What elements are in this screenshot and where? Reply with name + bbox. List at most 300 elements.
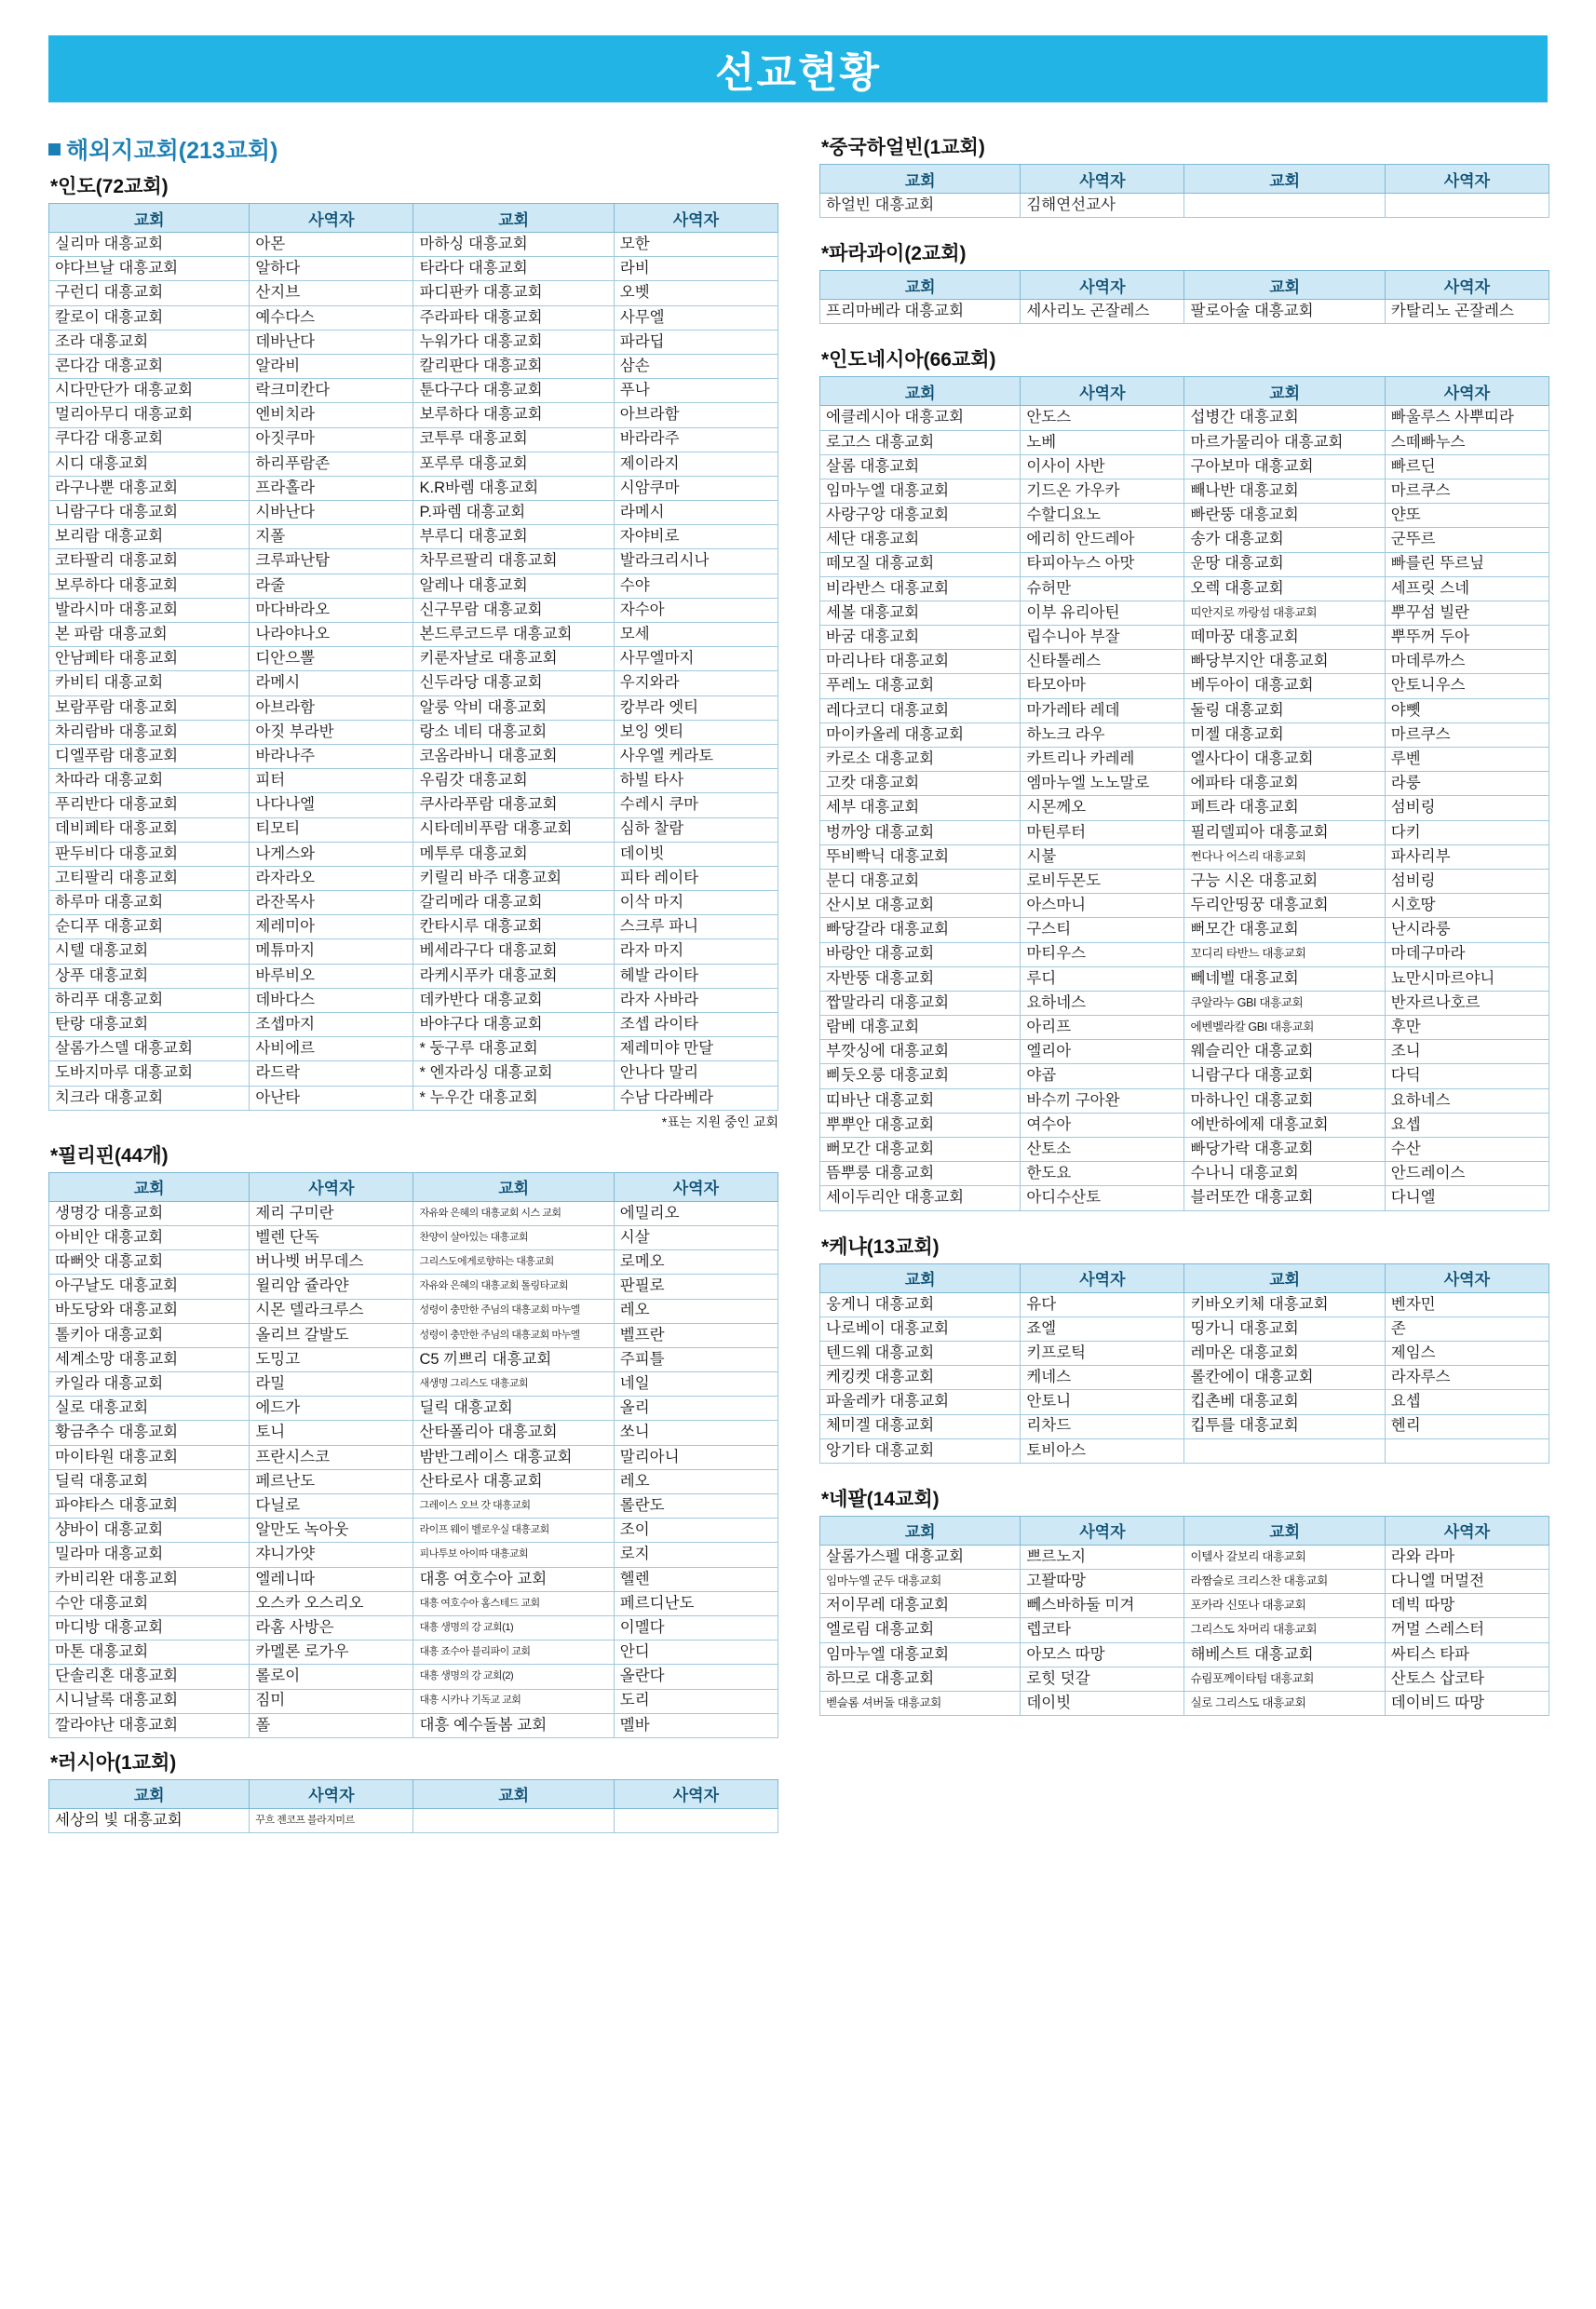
cell-minister: 롤로이 (250, 1665, 413, 1689)
cell-church: 둘링 대흥교회 (1184, 698, 1385, 722)
cell-minister: 토니 (250, 1421, 413, 1445)
cell-minister: 데이빗 (614, 842, 778, 866)
cell-church: 시니날록 대흥교회 (49, 1689, 250, 1713)
cell-minister: 제레미아 (250, 915, 413, 939)
cell-church: 콘다감 대흥교회 (49, 354, 250, 378)
table-row (820, 576, 1549, 601)
cell-church: 키바오키체 대흥교회 (1184, 1292, 1385, 1317)
cell-minister: 아브라함 (614, 403, 778, 427)
cell-church: 실로 그리스도 대흥교회 (1184, 1692, 1385, 1716)
cell-church: 조라 대흥교회 (49, 330, 250, 354)
cell-minister: 지폴 (250, 525, 413, 549)
cell-minister: 수산 (1385, 1138, 1549, 1162)
table-row (49, 793, 778, 817)
cell-minister: 아모스 따망 (1021, 1642, 1184, 1667)
cell-church: 툰다구다 대흥교회 (413, 379, 614, 403)
col-church-1: 교회 (820, 1263, 1021, 1292)
col-minister-2: 사역자 (1385, 1516, 1549, 1545)
cell-church: 파야타스 대흥교회 (49, 1494, 250, 1519)
cell-minister: 벤자민 (1385, 1292, 1549, 1317)
cell-minister: 라메시 (614, 501, 778, 525)
cell-minister: 제이라지 (614, 452, 778, 476)
cell-minister: 빠를린 뚜르닢 (1385, 552, 1549, 576)
col-church-1: 교회 (49, 1779, 250, 1808)
paraguay-table-body (820, 300, 1549, 324)
cell-minister: 모세 (614, 623, 778, 647)
col-minister-1: 사역자 (1021, 165, 1184, 194)
cell-minister: 마티우스 (1021, 942, 1184, 966)
cell-church: 살롬가스펠 대흥교회 (820, 1545, 1021, 1569)
cell-minister: 쁘르노지 (1021, 1545, 1184, 1569)
cell-minister: 에드가 (250, 1397, 413, 1421)
cell-minister: 로지 (614, 1543, 778, 1567)
cell-church: 케킹켓 대흥교회 (820, 1366, 1021, 1390)
table-row (820, 1088, 1549, 1113)
cell-minister: 삼손 (614, 354, 778, 378)
bullet-square-icon (48, 143, 61, 155)
cell-minister: 메튜마지 (250, 939, 413, 964)
table-row (820, 1064, 1549, 1088)
cell-minister: 안토니 (1021, 1390, 1184, 1414)
table-row (820, 1113, 1549, 1137)
table-row (49, 1299, 778, 1323)
col-minister-1: 사역자 (250, 204, 413, 233)
table-row (49, 744, 778, 768)
table-row (820, 430, 1549, 454)
cell-church: 보루하다 대흥교회 (413, 403, 614, 427)
table-header-row (820, 271, 1549, 300)
cell-minister: 죠엘 (1021, 1317, 1184, 1341)
cell-church: 쿠다감 대흥교회 (49, 427, 250, 452)
cell-minister: 타모아마 (1021, 674, 1184, 698)
cell-minister: 사우엘 케라토 (614, 744, 778, 768)
table-row (49, 1323, 778, 1347)
col-church-1: 교회 (820, 377, 1021, 406)
cell-minister: 마르쿠스 (1385, 479, 1549, 503)
table-row (49, 1061, 778, 1086)
table-row (820, 1570, 1549, 1594)
cell-minister: 바라나주 (250, 744, 413, 768)
subsection-heading-harbin: *중국하얼빈(1교회) (821, 137, 985, 158)
cell-minister: 에리히 안드레아 (1021, 528, 1184, 552)
cell-church: 킵촌베 대흥교회 (1184, 1390, 1385, 1414)
cell-church: 카비리완 대흥교회 (49, 1567, 250, 1591)
table-row (49, 1469, 778, 1493)
cell-church: 탄랑 대흥교회 (49, 1013, 250, 1037)
cell-minister: 나라야나오 (250, 623, 413, 647)
cell-minister: 마틴루터 (1021, 820, 1184, 844)
cell-church: 판두비다 대흥교회 (49, 842, 250, 866)
cell-church: 라케시푸카 대흥교회 (413, 964, 614, 988)
cell-minister: 도리 (614, 1689, 778, 1713)
cell-minister: 시살 (614, 1225, 778, 1249)
section-heading-overseas-label: 해외지교회(213교회) (66, 138, 278, 164)
cell-church: 엘사다이 대흥교회 (1184, 748, 1385, 772)
cell-minister: 안도스 (1021, 406, 1184, 430)
cell-church: 그리스도에게로향하는 대흥교회 (413, 1250, 614, 1275)
cell-church: 빠당부지안 대흥교회 (1184, 650, 1385, 674)
cell-church: 상푸 대흥교회 (49, 964, 250, 988)
table-row (49, 403, 778, 427)
cell-minister: 시몬 델라크루스 (250, 1299, 413, 1323)
cell-church: 띠안지로 까랑섬 대흥교회 (1184, 601, 1385, 625)
table-row (820, 942, 1549, 966)
cell-minister: 엔비치라 (250, 403, 413, 427)
table-row (49, 720, 778, 744)
cell-minister: 토비아스 (1021, 1438, 1184, 1463)
cell-church: 하루마 대흥교회 (49, 891, 250, 915)
cell-minister: 올리 (614, 1397, 778, 1421)
cell-church (1184, 194, 1385, 218)
cell-church: 빠당갈라 대흥교회 (820, 918, 1021, 942)
cell-church: 마이타원 대흥교회 (49, 1445, 250, 1469)
cell-minister: 뻬스바하둘 미겨 (1021, 1594, 1184, 1618)
cell-church: 본드루코드루 대흥교회 (413, 623, 614, 647)
cell-minister: 헨리 (1385, 1414, 1549, 1438)
subsection-heading-philippines: *필리핀(44개) (50, 1144, 169, 1167)
cell-church: 체미겔 대흥교회 (820, 1414, 1021, 1438)
cell-church: 멀리아무디 대흥교회 (49, 403, 250, 427)
cell-church: 파디판카 대흥교회 (413, 281, 614, 305)
subsection-heading-indonesia: *인도네시아(66교회) (821, 349, 996, 371)
table-row (820, 194, 1549, 218)
table-row (49, 379, 778, 403)
cell-minister: 시바난다 (250, 501, 413, 525)
cell-church: 하므로 대흥교회 (820, 1667, 1021, 1691)
table-row (820, 650, 1549, 674)
cell-minister: 라자 사바라 (614, 988, 778, 1012)
table-row (49, 1519, 778, 1543)
cell-minister: 시호땅 (1385, 894, 1549, 918)
cell-church: 비라반스 대흥교회 (820, 576, 1021, 601)
table-row (49, 1665, 778, 1689)
cell-church: 피나투보 아이따 대흥교회 (413, 1543, 614, 1567)
cell-church: 빼나반 대흥교회 (1184, 479, 1385, 503)
cell-church: 차리람바 대흥교회 (49, 720, 250, 744)
cell-minister: 엠마누엘 노노말로 (1021, 772, 1184, 796)
cell-minister: 라자라오 (250, 866, 413, 890)
cell-church: 데카반다 대흥교회 (413, 988, 614, 1012)
cell-minister: 티모티 (250, 817, 413, 842)
cell-church: 람베 대흥교회 (820, 1016, 1021, 1040)
cell-church: 차따라 대흥교회 (49, 769, 250, 793)
cell-minister: 이멜다 (614, 1615, 778, 1640)
cell-minister: 아디수산토 (1021, 1186, 1184, 1210)
cell-minister: 마다바라오 (250, 598, 413, 622)
col-minister-2: 사역자 (614, 1779, 778, 1808)
table-row (49, 1808, 778, 1832)
table-row (820, 894, 1549, 918)
cell-church: 벙까앙 대흥교회 (820, 820, 1021, 844)
cell-minister: 섬비링 (1385, 796, 1549, 820)
cell-minister: 올란다 (614, 1665, 778, 1689)
cell-church: 아비안 대흥교회 (49, 1225, 250, 1249)
cell-minister: 수할디요노 (1021, 504, 1184, 528)
cell-church: 단솔리혼 대흥교회 (49, 1665, 250, 1689)
table-row (820, 406, 1549, 430)
cell-church: 타라다 대흥교회 (413, 257, 614, 281)
table-row (49, 1372, 778, 1397)
cell-minister: 라잔목사 (250, 891, 413, 915)
cell-minister: 헬렌 (614, 1567, 778, 1591)
col-church-2: 교회 (1184, 1516, 1385, 1545)
cell-church: 대흥 시카나 기독교 교회 (413, 1689, 614, 1713)
indonesia-table-body (820, 406, 1549, 1210)
cell-church: 마하싱 대흥교회 (413, 233, 614, 257)
cell-minister: 다닐로 (250, 1494, 413, 1519)
content-columns (48, 132, 1548, 1833)
cell-minister: 심하 찰람 (614, 817, 778, 842)
cell-church: 필리델피아 대흥교회 (1184, 820, 1385, 844)
table-row (49, 623, 778, 647)
cell-minister: 군뚜르 (1385, 528, 1549, 552)
table-row (820, 1138, 1549, 1162)
cell-church: 데비페타 대흥교회 (49, 817, 250, 842)
cell-minister: 케네스 (1021, 1366, 1184, 1390)
table-row (49, 939, 778, 964)
cell-church: 자유와 은혜의 대흥교회 시스 교회 (413, 1201, 614, 1225)
cell-minister: 이사이 사반 (1021, 454, 1184, 479)
left-column (48, 132, 778, 1833)
cell-church: 베세라구다 대흥교회 (413, 939, 614, 964)
cell-minister: 프란시스코 (250, 1445, 413, 1469)
table-row (49, 647, 778, 671)
cell-minister: 렙코타 (1021, 1618, 1184, 1642)
table-row (49, 305, 778, 330)
col-church-2: 교회 (413, 1172, 614, 1201)
cell-church: 에클레시아 대흥교회 (820, 406, 1021, 430)
cell-church: 구아보마 대흥교회 (1184, 454, 1385, 479)
cell-church: 산시보 대흥교회 (820, 894, 1021, 918)
cell-minister: 안드레이스 (1385, 1162, 1549, 1186)
cell-church: 세부 대흥교회 (820, 796, 1021, 820)
cell-minister: 엘리아 (1021, 1040, 1184, 1064)
cell-church: 찬양이 살아있는 대흥교회 (413, 1225, 614, 1249)
table-row (49, 769, 778, 793)
cell-minister: 로메오 (614, 1250, 778, 1275)
cell-church (413, 1808, 614, 1832)
cell-church: 디엘푸람 대흥교회 (49, 744, 250, 768)
cell-minister: 조셉 라이타 (614, 1013, 778, 1037)
cell-church: 보리람 대흥교회 (49, 525, 250, 549)
cell-church: 구런디 대흥교회 (49, 281, 250, 305)
cell-church: 에파타 대흥교회 (1184, 772, 1385, 796)
table-row (49, 1543, 778, 1567)
cell-minister: 야뼷 (1385, 698, 1549, 722)
cell-church: 쿠알라누 GBI 대흥교회 (1184, 991, 1385, 1015)
cell-church: 임마누엘 군두 대흥교회 (820, 1570, 1021, 1594)
cell-minister: 버나벳 버무데스 (250, 1250, 413, 1275)
cell-minister: 라줄 (250, 574, 413, 598)
cell-church: 파울레카 대흥교회 (820, 1390, 1021, 1414)
col-minister-2: 사역자 (1385, 165, 1549, 194)
cell-minister: 조셉마지 (250, 1013, 413, 1037)
cell-church: 쿠사라푸람 대흥교회 (413, 793, 614, 817)
cell-minister: 다딕 (1385, 1064, 1549, 1088)
cell-church: 칼로이 대흥교회 (49, 305, 250, 330)
page-title: 선교현황 (714, 50, 881, 96)
cell-church: 마르가물리아 대흥교회 (1184, 430, 1385, 454)
cell-church: 황금추수 대흥교회 (49, 1421, 250, 1445)
subsection-heading-paraguay: *파라과이(2교회) (821, 243, 967, 265)
cell-minister: 조니 (1385, 1040, 1549, 1064)
cell-minister: 아짓 부라반 (250, 720, 413, 744)
cell-church: 뻐모간 대흥교회 (820, 1138, 1021, 1162)
cell-church: 고캇 대흥교회 (820, 772, 1021, 796)
cell-minister: 스크루 파니 (614, 915, 778, 939)
table-row (49, 915, 778, 939)
cell-church: 라이프 웨이 벨로우실 대흥교회 (413, 1519, 614, 1543)
cell-minister: 마르쿠스 (1385, 722, 1549, 747)
table-row (820, 1642, 1549, 1667)
cell-church: 시타데비푸람 대흥교회 (413, 817, 614, 842)
cell-minister: 페르난도 (250, 1469, 413, 1493)
cell-church: 레마온 대흥교회 (1184, 1341, 1385, 1365)
cell-minister: 여수아 (1021, 1113, 1184, 1137)
table-row (820, 820, 1549, 844)
cell-minister: 아스마니 (1021, 894, 1184, 918)
cell-church: 카일라 대흥교회 (49, 1372, 250, 1397)
cell-church: 주라파타 대흥교회 (413, 305, 614, 330)
cell-church: 밀라마 대흥교회 (49, 1543, 250, 1567)
table-row (820, 1390, 1549, 1414)
table-row (820, 722, 1549, 747)
cell-minister: 쏘니 (614, 1421, 778, 1445)
table-row (820, 626, 1549, 650)
cell-minister: 라메시 (250, 671, 413, 695)
table-row (49, 574, 778, 598)
cell-church: 새생명 그리스도 대흥교회 (413, 1372, 614, 1397)
cell-minister: 요셉 (1385, 1390, 1549, 1414)
cell-minister: 요하네스 (1021, 991, 1184, 1015)
cell-minister: 제레미야 만달 (614, 1037, 778, 1061)
cell-church: 안남페타 대흥교회 (49, 647, 250, 671)
table-row (49, 866, 778, 890)
cell-church: 대흥 생명의 강 교회(1) (413, 1615, 614, 1640)
cell-church: 웅게니 대흥교회 (820, 1292, 1021, 1317)
cell-minister: 크루파난탐 (250, 549, 413, 574)
cell-minister: 안나다 말리 (614, 1061, 778, 1086)
table-row (49, 1641, 778, 1665)
table-row (820, 1594, 1549, 1618)
cell-minister: 주피틀 (614, 1347, 778, 1371)
cell-church: 알룽 악비 대흥교회 (413, 695, 614, 720)
cell-minister: 난시라룽 (1385, 918, 1549, 942)
cell-minister: 라자루스 (1385, 1366, 1549, 1390)
cell-minister: 라밀 (250, 1372, 413, 1397)
table-row (49, 1421, 778, 1445)
cell-church: 메투루 대흥교회 (413, 842, 614, 866)
cell-church: 마리나타 대흥교회 (820, 650, 1021, 674)
col-church-1: 교회 (820, 1516, 1021, 1545)
table-row (49, 1494, 778, 1519)
cell-minister: 세사리노 곤잘레스 (1021, 300, 1184, 324)
cell-minister: 노베 (1021, 430, 1184, 454)
table-row (49, 1567, 778, 1591)
cell-minister: 폴 (250, 1713, 413, 1737)
cell-minister: 라룽 (1385, 772, 1549, 796)
cell-minister: 짐미 (250, 1689, 413, 1713)
cell-minister: 캉부라 엣티 (614, 695, 778, 720)
cell-minister: 로비두몬도 (1021, 869, 1184, 893)
cell-minister: 반자르나호르 (1385, 991, 1549, 1015)
cell-church: 띠바난 대흥교회 (820, 1088, 1021, 1113)
table-row (49, 1037, 778, 1061)
table-row (49, 695, 778, 720)
cell-church: 밤반그레이스 대흥교회 (413, 1445, 614, 1469)
table-row (49, 1250, 778, 1275)
cell-church: 뚜비빡닉 대흥교회 (820, 844, 1021, 869)
col-minister-1: 사역자 (1021, 1263, 1184, 1292)
cell-minister: 벨프란 (614, 1323, 778, 1347)
cell-church: 하리푸 대흥교회 (49, 988, 250, 1012)
cell-minister: 카멜론 로가우 (250, 1641, 413, 1665)
cell-church: 랑소 네티 대흥교회 (413, 720, 614, 744)
nepal-table-body (820, 1545, 1549, 1715)
page-banner (48, 35, 1548, 102)
cell-church: 프리마베라 대흥교회 (820, 300, 1021, 324)
cell-minister: 아짓쿠마 (250, 427, 413, 452)
cell-church: 키릴리 바주 대흥교회 (413, 866, 614, 890)
cell-minister: 예수다스 (250, 305, 413, 330)
cell-minister: 판필로 (614, 1275, 778, 1299)
table-row (820, 1414, 1549, 1438)
cell-church: 세계소망 대흥교회 (49, 1347, 250, 1371)
cell-minister: 슈허만 (1021, 576, 1184, 601)
cell-minister: 사무엘마지 (614, 647, 778, 671)
cell-minister: 롤란도 (614, 1494, 778, 1519)
cell-minister: 존 (1385, 1317, 1549, 1341)
col-minister-2: 사역자 (1385, 377, 1549, 406)
col-church-1: 교회 (820, 165, 1021, 194)
cell-church: 산타로사 대흥교회 (413, 1469, 614, 1493)
cell-minister: 빠르딘 (1385, 454, 1549, 479)
india-table (48, 203, 778, 1111)
table-row (49, 1445, 778, 1469)
cell-church: 짭말라리 대흥교회 (820, 991, 1021, 1015)
cell-minister: 말리아니 (614, 1445, 778, 1469)
col-minister-1: 사역자 (1021, 1516, 1184, 1545)
cell-church: 차무르팔리 대흥교회 (413, 549, 614, 574)
cell-minister: 알라비 (250, 354, 413, 378)
cell-church: 자반뚱 대흥교회 (820, 966, 1021, 991)
cell-minister: 섬비링 (1385, 869, 1549, 893)
table-row (49, 988, 778, 1012)
cell-minister: 페르디난도 (614, 1591, 778, 1615)
cell-church (1184, 1438, 1385, 1463)
cell-church: 로고스 대흥교회 (820, 430, 1021, 454)
table-row (820, 991, 1549, 1015)
cell-church: 시디 대흥교회 (49, 452, 250, 476)
cell-church: 대흥 여호수아 홈스테드 교회 (413, 1591, 614, 1615)
cell-minister: 유다 (1021, 1292, 1184, 1317)
cell-church: 팔로아술 대흥교회 (1184, 300, 1385, 324)
cell-church: 치크라 대흥교회 (49, 1086, 250, 1110)
philippines-table-body (49, 1201, 778, 1737)
cell-church: 빠란뚱 대흥교회 (1184, 504, 1385, 528)
cell-church: 레다코디 대흥교회 (820, 698, 1021, 722)
cell-church: 마디방 대흥교회 (49, 1615, 250, 1640)
table-header-row (820, 1263, 1549, 1292)
cell-church: 웨슬리안 대흥교회 (1184, 1040, 1385, 1064)
cell-minister: 데바난다 (250, 330, 413, 354)
cell-minister: 제리 구미란 (250, 1201, 413, 1225)
cell-church: 수나니 대흥교회 (1184, 1162, 1385, 1186)
kenya-table (819, 1263, 1549, 1464)
cell-minister (1385, 1438, 1549, 1463)
cell-minister: 아몬 (250, 233, 413, 257)
cell-church: 부루디 대흥교회 (413, 525, 614, 549)
